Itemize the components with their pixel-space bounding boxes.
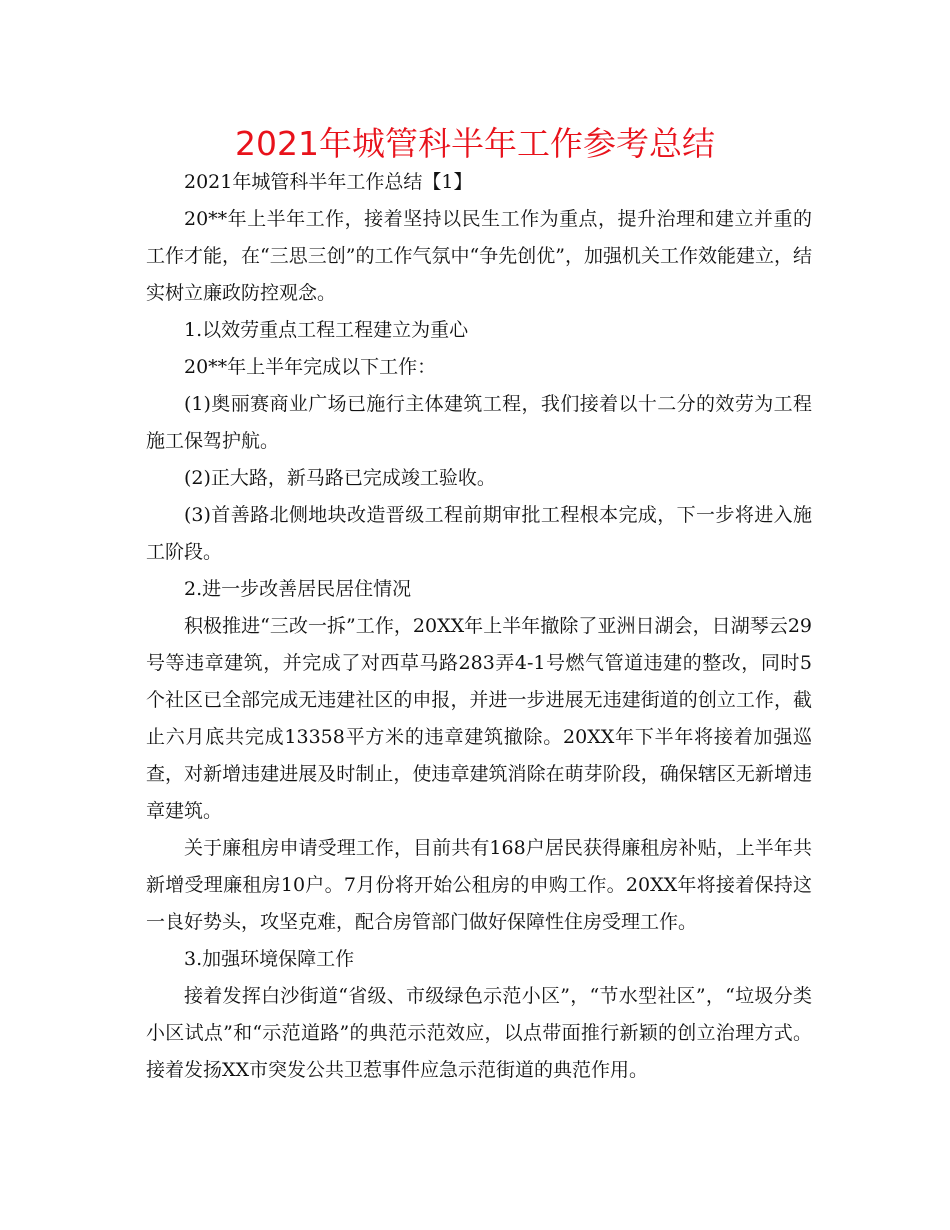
paragraph: 关于廉租房申请受理工作，目前共有168户居民获得廉租房补贴，上半年共新增受理廉租房10户。7月份将开始公租房的申购工作。20XX年将接着保持这一良好势头，攻坚克难，配合房管部门做好保障性住房受理工作。 xyxy=(146,837,812,933)
paragraph-subtitle: 2021年城管科半年工作总结【1】 xyxy=(184,171,473,193)
paragraph: 20**年上半年完成以下工作： xyxy=(184,356,437,378)
paragraph: 积极推进“三改一拆”工作，20XX年上半年撤除了亚洲日湖会，日湖琴云29号等违章建筑，并完成了对西草马路283弄4-1号燃气管道违建的整改，同时5个社区已全部完成无违建社区的申报，并进一步进展无违建街道的创立工作，截止六月底共完成13358平方米的违章建筑撤除。20XX年下半年将接着加强巡查，对新增违建进展及时制止，使违章建筑消除在萌芽阶段，确保辖区无新增违章建筑。 xyxy=(146,615,812,822)
list-item: (2)正大路，新马路已完成竣工验收。 xyxy=(184,467,496,489)
list-item: (3)首善路北侧地块改造晋级工程前期审批工程根本完成，下一步将进入施工阶段。 xyxy=(146,504,812,563)
section-heading: 2.进一步改善居民居住情况 xyxy=(184,578,412,600)
section-heading: 1.以效劳重点工程工程建立为重心 xyxy=(184,319,469,341)
document-body xyxy=(146,164,812,1089)
paragraph: 接着发挥白沙街道“省级、市级绿色示范小区”，“节水型社区”，“垃圾分类小区试点”和“示范道路”的典范示范效应，以点带面推行新颖的创立治理方式。接着发扬XX市突发公共卫惹事件应急示范街道的典范作用。 xyxy=(146,985,812,1081)
document-title: 2021年城管科半年工作参考总结 xyxy=(235,124,715,163)
section-heading: 3.加强环境保障工作 xyxy=(184,948,355,970)
paragraph: 20**年上半年工作，接着坚持以民生工作为重点，提升治理和建立并重的工作才能，在“三思三创”的工作气氛中“争先创优”，加强机关工作效能建立，结实树立廉政防控观念。 xyxy=(146,208,812,304)
list-item: (1)奥丽赛商业广场已施行主体建筑工程，我们接着以十二分的效劳为工程施工保驾护航。 xyxy=(146,393,812,452)
